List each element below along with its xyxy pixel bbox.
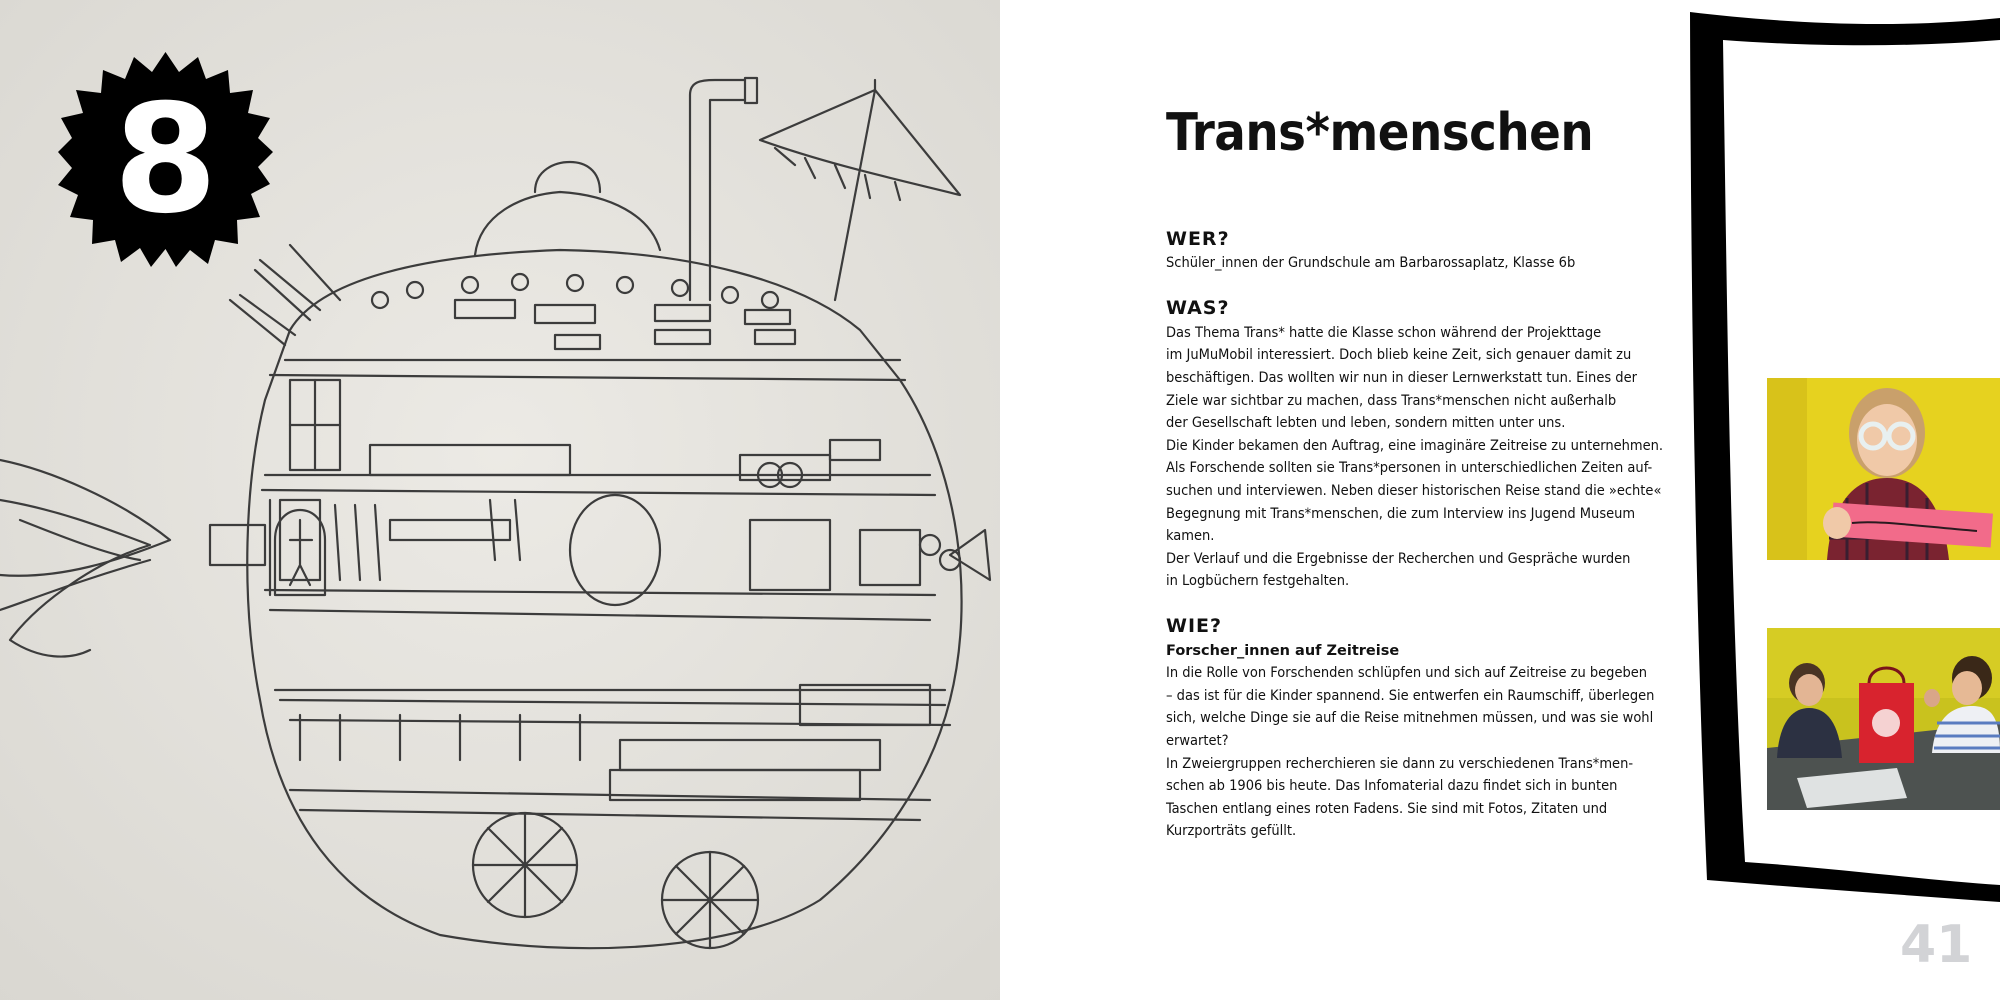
section-wie [1166,615,1706,843]
section-heading-wie: WIE? [1166,614,1223,637]
page-title: Trans*menschen [1166,103,1594,163]
section-text-was: Das Thema Trans* hatte die Klasse schon während der Projekttage im JuMuMobil interessiert. Doch blieb keine Zeit, sich genauer damit zu beschäftigen. Das wollten wir nun in dieser Lernwerkstatt tun. Eines der Ziele war sichtbar zu machen, dass Trans*menschen nicht außerhalb der Gesellschaft lebten und leben, sondern mitten unter uns. Die Kinder bekamen den Auftrag, eine imaginäre Zeitreise zu unternehmen. Als Forschende sollten sie Trans*personen in unterschiedlichen Zeiten auf- suchen und interviewen. Neben dieser historischen Reise stand die »echte« Begegnung mit Trans*menschen, die zum Interview ins Jugend Museum kamen. Der Verlauf und die Ergebnisse der Recherchen und Gespräche wurden in Logbüchern festgehalten. [1166,324,1664,590]
section-text-wie: In die Rolle von Forschenden schlüpfen und sich auf Zeitreise zu begeben – das ist für die Kinder spannend. Sie entwerfen ein Raumschiff, überlegen sich, welche Dinge sie auf die Reise mitnehmen müssen, und was sie wohl erwartet? In Zweiergruppen recherchieren sie dann zu verschiedenen Trans*men- schen ab 1906 bis heute. Das Infomaterial dazu findet sich in bunten Taschen entlang eines roten Fadens. Sie sind mit Fotos, Zitaten und Kurzporträts gefüllt. [1166,665,1655,840]
text-page [1000,0,2000,1000]
chapter-badge [58,52,273,267]
chapter-number: 8 [113,72,218,247]
section-text-wer: Schüler_innen der Grundschule am Barbarossaplatz, Klasse 6b [1166,255,1576,272]
photo-girl-with-glasses [1767,378,2000,560]
section-heading-was: WAS? [1166,296,1230,319]
photo-girl-icon [1767,378,2000,560]
photo-kids-icon [1767,628,2000,810]
section-subheading-wie: Forscher_innen auf Zeitreise [1166,642,1400,659]
photo-kids-at-table [1767,628,2000,810]
section-wer [1166,228,1706,275]
section-heading-wer: WER? [1166,227,1230,250]
page-number: 41 [1900,915,1973,975]
article [1166,100,1706,865]
section-was [1166,297,1706,593]
